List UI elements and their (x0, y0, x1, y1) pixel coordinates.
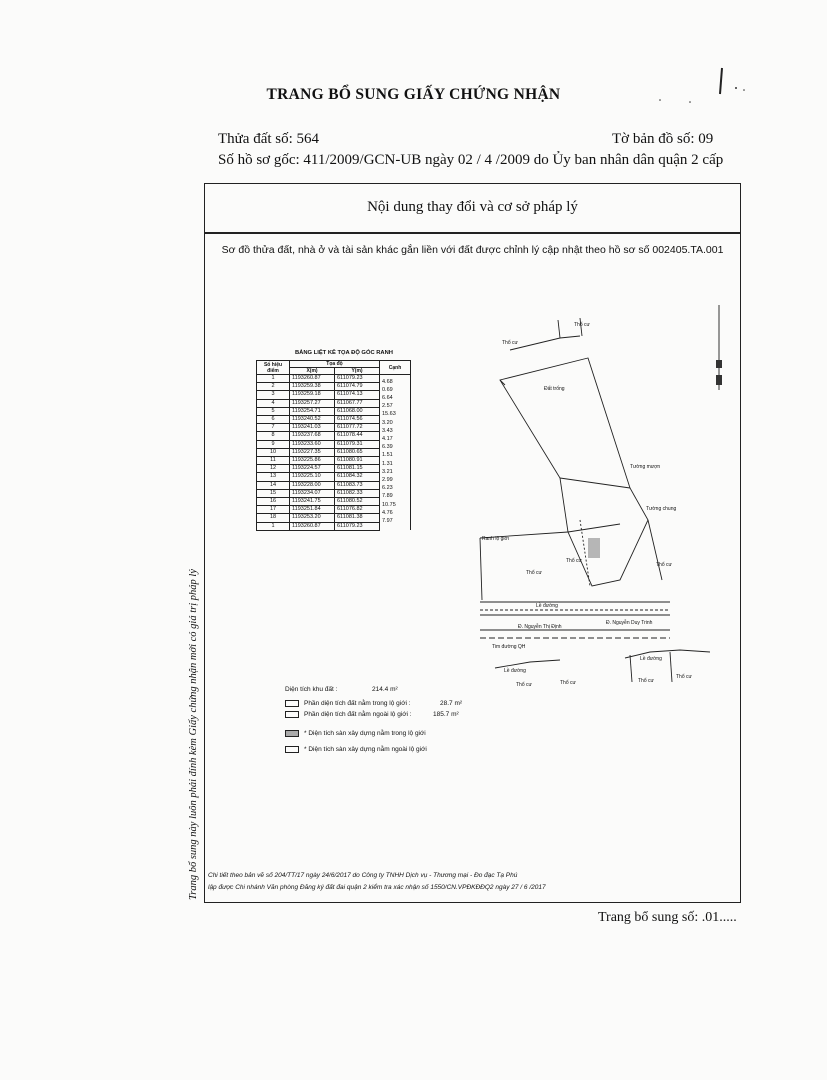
label-tho-cu-8: Thổ cư (638, 678, 654, 684)
coord-table-title: BẢNG LIỆT KÊ TỌA ĐỘ GÓC RANH (294, 350, 393, 356)
label-tim-duong: Tim đường QH (492, 644, 526, 650)
point-id: 18 (257, 514, 290, 522)
edge-length (380, 383, 411, 391)
table-row (257, 399, 411, 407)
coord-y: 611079.31 (335, 440, 380, 448)
coord-y: 611077.72 (335, 424, 380, 432)
edge-length-value: 7.97 (382, 518, 393, 525)
edge-length-value: 2.57 (382, 403, 393, 410)
table-row (257, 375, 411, 383)
edge-length (380, 465, 411, 473)
point-id: 6 (257, 416, 290, 424)
coord-y: 611079.23 (335, 522, 380, 530)
coord-y: 611074.79 (335, 383, 380, 391)
edge-length-value: 3.43 (382, 427, 393, 434)
table-row (257, 465, 411, 473)
coord-y: 611074.56 (335, 416, 380, 424)
coord-y: 611074.13 (335, 391, 380, 399)
table-row (257, 481, 411, 489)
point-id: 5 (257, 407, 290, 415)
coord-x: 1193253.20 (290, 514, 335, 522)
parcel-number: Thửa đất số: 564 (218, 131, 320, 147)
section-title: Nội dung thay đổi và cơ sở pháp lý (205, 183, 740, 233)
coord-y: 611067.77 (335, 399, 380, 407)
point-id: 12 (257, 465, 290, 473)
original-file-number: Số hồ sơ gốc: 411/2009/GCN-UB ngày 02 / 4 /2009 do Ủy ban nhân dân quận 2 cấp (218, 152, 724, 168)
coord-x: 1193259.38 (290, 383, 335, 391)
point-id: 9 (257, 440, 290, 448)
point-id: 16 (257, 498, 290, 506)
edge-length (380, 391, 411, 399)
table-row (257, 489, 411, 497)
supplement-page-number: Trang bổ sung số: .01..... (598, 910, 737, 925)
edge-length (380, 448, 411, 459)
coord-y: 611084.32 (335, 473, 380, 481)
coord-y: 611080.91 (335, 457, 380, 465)
col-x-header: X(m) (290, 368, 335, 375)
table-row (257, 498, 411, 506)
label-tho-cu-2: Thổ cư (502, 340, 518, 346)
table-row (257, 457, 411, 465)
edge-length-value: 10.75 (382, 501, 396, 508)
area-value: 214.4 m² (372, 686, 398, 693)
coord-x: 1193225.86 (290, 457, 335, 465)
outside-boundary-swatch (285, 711, 299, 718)
coord-x: 1193259.18 (290, 391, 335, 399)
table-row (257, 424, 411, 432)
coord-x: 1193254.71 (290, 407, 335, 415)
coord-x: 1193237.68 (290, 432, 335, 440)
point-id: 2 (257, 383, 290, 391)
edge-length (380, 498, 411, 506)
point-id: 11 (257, 457, 290, 465)
pen-scribble-mark (640, 60, 750, 110)
coord-y: 611083.73 (335, 481, 380, 489)
coord-y: 611081.15 (335, 465, 380, 473)
table-row (257, 391, 411, 399)
coord-y: 611078.44 (335, 432, 380, 440)
edge-length (380, 506, 411, 514)
coord-y: 611079.23 (335, 375, 380, 383)
table-row (257, 440, 411, 448)
coord-y: 611068.00 (335, 407, 380, 415)
label-tho-cu-6: Thổ cư (516, 682, 532, 688)
edge-length (380, 473, 411, 484)
table-row (257, 506, 411, 514)
table-row (257, 522, 411, 530)
coord-x: 1193257.27 (290, 399, 335, 407)
diagram-description: Sơ đồ thửa đất, nhà ở và tài sản khác gắn liền với đất được chỉnh lý cập nhật theo hồ sơ số 002405.TA.001 (221, 244, 724, 256)
outside-boundary-value: 185.7 m² (433, 711, 459, 718)
edge-length-value: 4.17 (382, 436, 393, 443)
edge-length (380, 416, 411, 424)
edge-length-value: 7.89 (382, 493, 393, 500)
build-within-label: * Diện tích sàn xây dựng nằm trong lộ giới (304, 730, 426, 737)
point-id: 1 (257, 375, 290, 383)
edge-length-value: 4.68 (382, 378, 393, 385)
label-tho-cu-5: Thổ cư (656, 562, 672, 568)
coord-x: 1193225.10 (290, 473, 335, 481)
coord-table (256, 360, 411, 531)
coord-x: 1193228.00 (290, 481, 335, 489)
coord-x: 1193224.57 (290, 465, 335, 473)
edge-length-value: 6.23 (382, 485, 393, 492)
edge-length-value: 6.39 (382, 444, 393, 451)
edge-length (380, 489, 411, 500)
footer-line-2: lập được Chi nhánh Văn phòng Đăng ký đất đai quận 2 kiểm tra xác nhận số 1550/CN.VPĐKĐĐQ2 ngày 27 / 6 /2017 (208, 884, 546, 891)
col-point-header: Số hiệu điểm (257, 361, 290, 375)
coord-y: 611081.38 (335, 514, 380, 522)
edge-length (380, 432, 411, 443)
col-edge-header: Cạnh (380, 361, 411, 375)
edge-length (380, 457, 411, 465)
edge-length-value: 6.64 (382, 395, 393, 401)
point-id: 1 (257, 522, 290, 530)
edge-length (380, 440, 411, 451)
edge-length (380, 424, 411, 432)
table-row (257, 432, 411, 440)
build-outside-label: * Diện tích sàn xây dựng nằm ngoài lộ giới (304, 746, 427, 753)
label-tho-cu-9: Thổ cư (676, 674, 692, 680)
edge-length-value: 1.51 (382, 452, 393, 459)
build-within-swatch (285, 730, 299, 737)
edge-length-value: 3.20 (382, 419, 393, 426)
point-id: 17 (257, 506, 290, 514)
point-id: 4 (257, 399, 290, 407)
point-id: 8 (257, 432, 290, 440)
coord-x: 1193260.87 (290, 375, 335, 383)
label-tho-cu-1: Thổ cư (574, 322, 590, 328)
edge-margin-marks (705, 300, 735, 400)
side-legal-note: Trang bổ sung này luôn phải đính kèm Giấy chứng nhận mới có giá trị pháp lý (188, 569, 199, 900)
point-id: 15 (257, 489, 290, 497)
table-row (257, 448, 411, 456)
edge-length (380, 514, 411, 525)
point-id: 7 (257, 424, 290, 432)
edge-length (380, 375, 411, 383)
label-tho-cu-3: Thổ cư (526, 570, 542, 576)
edge-length (380, 481, 411, 492)
edge-length-value: 0.69 (382, 386, 393, 393)
edge-length (380, 522, 411, 530)
label-le-duong: Lề đường (536, 603, 558, 609)
label-tuong-muon: Tường mượn (630, 464, 661, 470)
coord-x: 1193241.75 (290, 498, 335, 506)
label-dat-trong: Đất trống (544, 386, 565, 392)
edge-length (380, 399, 411, 410)
table-row (257, 473, 411, 481)
parcel-diagram (470, 310, 720, 690)
edge-length-value: 3.21 (382, 468, 393, 475)
coord-y: 611080.65 (335, 448, 380, 456)
label-road-1: Đ. Nguyễn Thị Định (518, 624, 562, 630)
point-id: 13 (257, 473, 290, 481)
build-outside-swatch (285, 746, 299, 753)
outside-boundary-label: Phần diện tích đất nằm ngoài lộ giới : (304, 711, 412, 718)
coord-y: 611082.33 (335, 489, 380, 497)
edge-length-value: 15.63 (382, 411, 396, 418)
label-le-duong-3: Lề đường (640, 656, 662, 662)
coord-x: 1193260.87 (290, 522, 335, 530)
coord-y: 611076.82 (335, 506, 380, 514)
edge-length-value: 1.31 (382, 460, 393, 467)
coord-x: 1193227.35 (290, 448, 335, 456)
label-le-duong-2: Lề đường (504, 668, 526, 674)
point-id: 3 (257, 391, 290, 399)
label-tho-cu-4: Thổ cư (566, 558, 582, 564)
edge-length-value: 2.99 (382, 477, 393, 484)
col-y-header: Y(m) (335, 368, 380, 375)
table-row (257, 407, 411, 415)
edge-length (380, 407, 411, 418)
table-row (257, 416, 411, 424)
label-ranh-lo-gioi: Ranh lộ giới (482, 536, 509, 542)
table-row (257, 383, 411, 391)
map-sheet-number: Tờ bản đồ số: 09 (612, 131, 714, 147)
within-boundary-label: Phần diện tích đất nằm trong lộ giới : (304, 700, 411, 707)
point-id: 14 (257, 481, 290, 489)
point-id: 10 (257, 448, 290, 456)
edge-length-value: 4.76 (382, 509, 393, 516)
within-boundary-value: 28.7 m² (440, 700, 463, 707)
area-label: Diện tích khu đất : (285, 686, 338, 693)
page-title: TRANG BỔ SUNG GIẤY CHỨNG NHẬN (266, 86, 561, 103)
coord-x: 1193233.60 (290, 440, 335, 448)
within-boundary-swatch (285, 700, 299, 707)
coord-x: 1193251.84 (290, 506, 335, 514)
coord-x: 1193241.03 (290, 424, 335, 432)
label-tho-cu-7: Thổ cư (560, 680, 576, 686)
label-tuong-chung: Tường chung (646, 506, 677, 512)
col-coord-header: Tọa độ (290, 361, 380, 368)
table-row (257, 514, 411, 522)
coord-x: 1193240.52 (290, 416, 335, 424)
coord-x: 1193234.07 (290, 489, 335, 497)
footer-line-1: Chi tiết theo bản vẽ số 204/TT/17 ngày 24/6/2017 do Công ty TNHH Dịch vụ - Thương mại - Đo đạc Tạ Phú (208, 872, 518, 879)
coord-y: 611080.52 (335, 498, 380, 506)
label-road-2: Đ. Nguyễn Duy Trinh (606, 620, 653, 626)
